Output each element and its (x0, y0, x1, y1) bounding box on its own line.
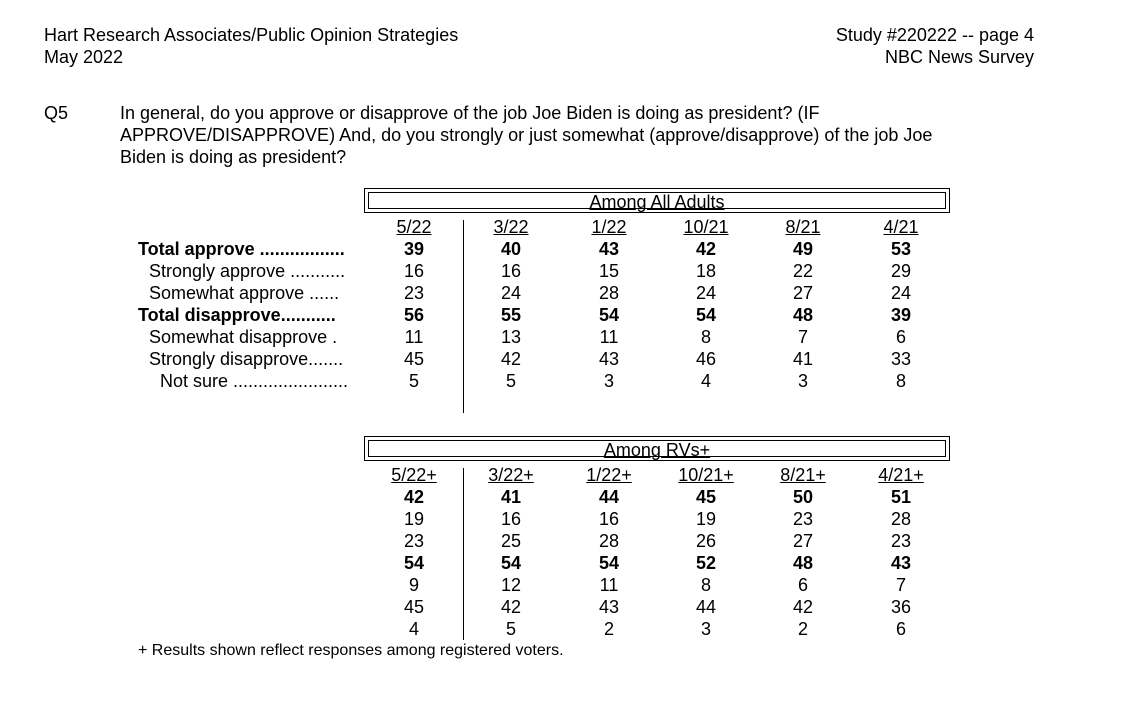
adults-column-header: 1/22 (591, 217, 627, 237)
adults-table-cell: 45 (403, 349, 425, 369)
rvs-column-divider (463, 468, 464, 640)
question-text-line2: APPROVE/DISAPPROVE) And, do you strongly or just somewhat (approve/disapprove) of the job Joe (120, 125, 933, 145)
rvs-table-cell: 16 (598, 509, 620, 529)
rvs-column-header: 8/21+ (780, 465, 826, 485)
rvs-table-cell: 43 (890, 553, 912, 573)
adults-table-cell: 27 (792, 283, 814, 303)
adults-table-cell: 6 (895, 327, 906, 347)
row-label: Somewhat approve ...... (149, 283, 340, 303)
adults-table-cell: 53 (890, 239, 912, 259)
adults-column-header: 3/22 (493, 217, 529, 237)
rvs-table-cell: 4 (408, 619, 419, 639)
rvs-table-cell: 45 (403, 597, 425, 617)
rvs-table-cell: 2 (797, 619, 808, 639)
rvs-table-cell: 7 (895, 575, 906, 595)
report-date: May 2022 (44, 47, 124, 67)
footnote: + Results shown reflect responses among registered voters. (138, 642, 564, 659)
adults-table-title: Among All Adults (589, 192, 725, 212)
rvs-table-cell: 19 (403, 509, 425, 529)
rvs-table-cell: 11 (599, 575, 619, 595)
rvs-table-cell: 36 (890, 597, 912, 617)
adults-table-cell: 43 (598, 239, 620, 259)
row-label: Not sure ....................... (160, 371, 349, 391)
adults-table-cell: 56 (403, 305, 425, 325)
adults-table-cell: 43 (598, 349, 620, 369)
adults-column-header: 10/21 (683, 217, 729, 237)
adults-table-cell: 3 (797, 371, 808, 391)
rvs-table-cell: 43 (598, 597, 620, 617)
rvs-table-cell: 5 (505, 619, 516, 639)
adults-table-cell: 8 (700, 327, 711, 347)
row-label: Strongly disapprove....... (149, 349, 344, 369)
org-name: Hart Research Associates/Public Opinion Strategies (44, 25, 459, 45)
question-number: Q5 (44, 103, 69, 123)
adults-table-cell: 23 (403, 283, 425, 303)
adults-table-cell: 13 (500, 327, 522, 347)
adults-table-cell: 42 (500, 349, 522, 369)
adults-table-cell: 49 (792, 239, 814, 259)
rvs-table-cell: 9 (408, 575, 419, 595)
question-text-line1: In general, do you approve or disapprove of the job Joe Biden is doing as president? (IF (120, 103, 820, 123)
adults-table-cell: 18 (695, 261, 717, 281)
rvs-table-cell: 44 (695, 597, 717, 617)
rvs-table-cell: 19 (695, 509, 717, 529)
adults-table-cell: 39 (403, 239, 425, 259)
adults-table-cell: 54 (695, 305, 717, 325)
adults-table-cell: 28 (598, 283, 620, 303)
rvs-table-cell: 12 (500, 575, 522, 595)
row-label: Total disapprove........... (138, 305, 336, 325)
adults-table-cell: 7 (797, 327, 808, 347)
rvs-column-header: 4/21+ (878, 465, 924, 485)
adults-table-cell: 8 (895, 371, 906, 391)
adults-table-cell: 4 (700, 371, 711, 391)
adults-table-cell: 24 (890, 283, 912, 303)
adults-table-cell: 40 (500, 239, 522, 259)
rvs-column-header: 3/22+ (488, 465, 534, 485)
row-label: Strongly approve ........... (149, 261, 346, 281)
adults-table-cell: 24 (695, 283, 717, 303)
rvs-table-cell: 23 (890, 531, 912, 551)
rvs-table-cell: 51 (890, 487, 912, 507)
rvs-table-cell: 54 (598, 553, 620, 573)
rvs-table-cell: 6 (797, 575, 808, 595)
adults-table-cell: 46 (695, 349, 717, 369)
adults-table-cell: 5 (408, 371, 419, 391)
adults-table-cell: 16 (500, 261, 522, 281)
rvs-table-cell: 23 (792, 509, 814, 529)
rvs-table-cell: 52 (695, 553, 717, 573)
adults-table-cell: 29 (890, 261, 912, 281)
rvs-table-cell: 48 (792, 553, 814, 573)
rvs-table-cell: 23 (403, 531, 425, 551)
rvs-table-cell: 28 (890, 509, 912, 529)
rvs-table-cell: 45 (695, 487, 717, 507)
adults-table-cell: 54 (598, 305, 620, 325)
adults-table-cell: 33 (890, 349, 912, 369)
adults-table-cell: 41 (792, 349, 814, 369)
adults-column-divider (463, 220, 464, 413)
adults-table-cell: 3 (603, 371, 614, 391)
adults-table-cell: 11 (404, 327, 424, 347)
rvs-table-cell: 42 (500, 597, 522, 617)
row-label: Somewhat disapprove . (149, 327, 338, 347)
adults-column-header: 4/21 (883, 217, 919, 237)
rvs-table-cell: 26 (695, 531, 717, 551)
rvs-table-cell: 2 (603, 619, 614, 639)
adults-table-cell: 16 (403, 261, 425, 281)
rvs-table-cell: 42 (792, 597, 814, 617)
rvs-table-cell: 28 (598, 531, 620, 551)
row-label: Total approve ................. (138, 239, 345, 259)
rvs-column-header: 5/22+ (391, 465, 437, 485)
study-number: Study #220222 -- page 4 (835, 25, 1034, 45)
rvs-table-cell: 42 (403, 487, 425, 507)
rvs-column-header: 1/22+ (586, 465, 632, 485)
adults-table-cell: 39 (890, 305, 912, 325)
rvs-column-header: 10/21+ (678, 465, 734, 485)
rvs-table-cell: 54 (403, 553, 425, 573)
rvs-table-cell: 41 (500, 487, 522, 507)
adults-table-cell: 48 (792, 305, 814, 325)
rvs-table-cell: 27 (792, 531, 814, 551)
rvs-table-cell: 16 (500, 509, 522, 529)
rvs-table-cell: 8 (700, 575, 711, 595)
adults-table-cell: 11 (599, 327, 619, 347)
rvs-table-cell: 6 (895, 619, 906, 639)
rvs-table-cell: 50 (792, 487, 814, 507)
adults-column-header: 5/22 (396, 217, 432, 237)
adults-table-cell: 55 (500, 305, 522, 325)
adults-column-header: 8/21 (785, 217, 821, 237)
survey-name: NBC News Survey (884, 47, 1034, 67)
rvs-table-cell: 44 (598, 487, 620, 507)
rvs-table-cell: 54 (500, 553, 522, 573)
rvs-table-title: Among RVs+ (603, 440, 711, 460)
adults-table-cell: 22 (792, 261, 814, 281)
adults-table-cell: 15 (598, 261, 620, 281)
adults-table-cell: 42 (695, 239, 717, 259)
rvs-table-cell: 25 (500, 531, 522, 551)
adults-table-cell: 5 (505, 371, 516, 391)
rvs-table-cell: 3 (700, 619, 711, 639)
adults-table-cell: 24 (500, 283, 522, 303)
question-text-line3: Biden is doing as president? (120, 147, 347, 167)
